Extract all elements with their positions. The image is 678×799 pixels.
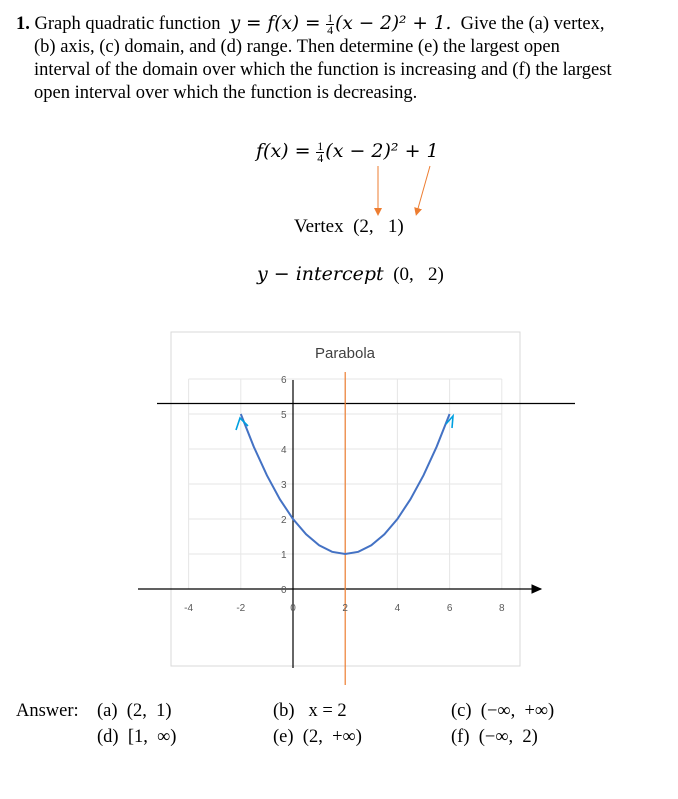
answer-a: (a) (2, 1): [97, 701, 172, 721]
chart-title: Parabola: [314, 345, 376, 362]
problem-line-2: (b) axis, (c) domain, and (d) range. Then determine (e) the largest open: [34, 37, 560, 58]
x-tick-label: -4: [184, 603, 194, 614]
answer-e: (e) (2, +∞): [273, 727, 362, 747]
fraction-numerator: 1: [327, 11, 334, 26]
work-fraction-denominator: 4: [317, 151, 324, 166]
problem-intro: Graph quadratic function: [34, 14, 221, 34]
y-tick-label: 2: [281, 515, 287, 526]
work-fx-rhs: (x − 2)² + 1: [325, 140, 439, 162]
work-fx-lhs: f(x) =: [256, 140, 311, 162]
x-tick-label: 4: [394, 603, 401, 614]
x-tick-label: 0: [290, 603, 296, 614]
x-tick-label: 2: [342, 603, 348, 614]
y-tick-label: 3: [281, 480, 287, 491]
equation-lhs: y = f(x) =: [229, 13, 321, 34]
work-fraction-numerator: 1: [317, 139, 324, 154]
x-tick-label: 6: [446, 603, 453, 614]
answer-b: (b) x = 2: [273, 701, 347, 721]
problem-number: 1.: [16, 14, 30, 34]
answer-d: (d) [1, ∞): [97, 727, 177, 747]
problem-line-4: open interval over which the function is decreasing.: [34, 83, 418, 104]
y-intercept-label: y − intercept: [257, 263, 384, 285]
x-tick-label: 8: [499, 603, 505, 614]
x-tick-label: -2: [236, 603, 246, 614]
y-tick-label: 4: [281, 445, 287, 456]
y-intercept-value: (0, 2): [393, 264, 444, 285]
y-tick-label: 5: [281, 410, 287, 421]
vertex-value: (2, 1): [353, 216, 404, 237]
problem-line-1-tail: Give the (a) vertex,: [460, 14, 605, 34]
answer-label: Answer:: [16, 701, 79, 721]
y-tick-label: 1: [281, 550, 287, 561]
answer-c: (c) (−∞, +∞): [451, 701, 555, 721]
y-tick-label: 0: [281, 585, 287, 596]
problem-line-3: interval of the domain over which the function is increasing and (f) the largest: [34, 60, 612, 81]
fraction-denominator: 4: [327, 23, 334, 38]
answer-f: (f) (−∞, 2): [451, 727, 538, 747]
vertex-label: Vertex: [294, 216, 344, 237]
vertex-y-arrow: [417, 166, 430, 212]
y-tick-label: 6: [281, 375, 287, 386]
equation-rhs: (x − 2)² + 1.: [335, 13, 452, 34]
